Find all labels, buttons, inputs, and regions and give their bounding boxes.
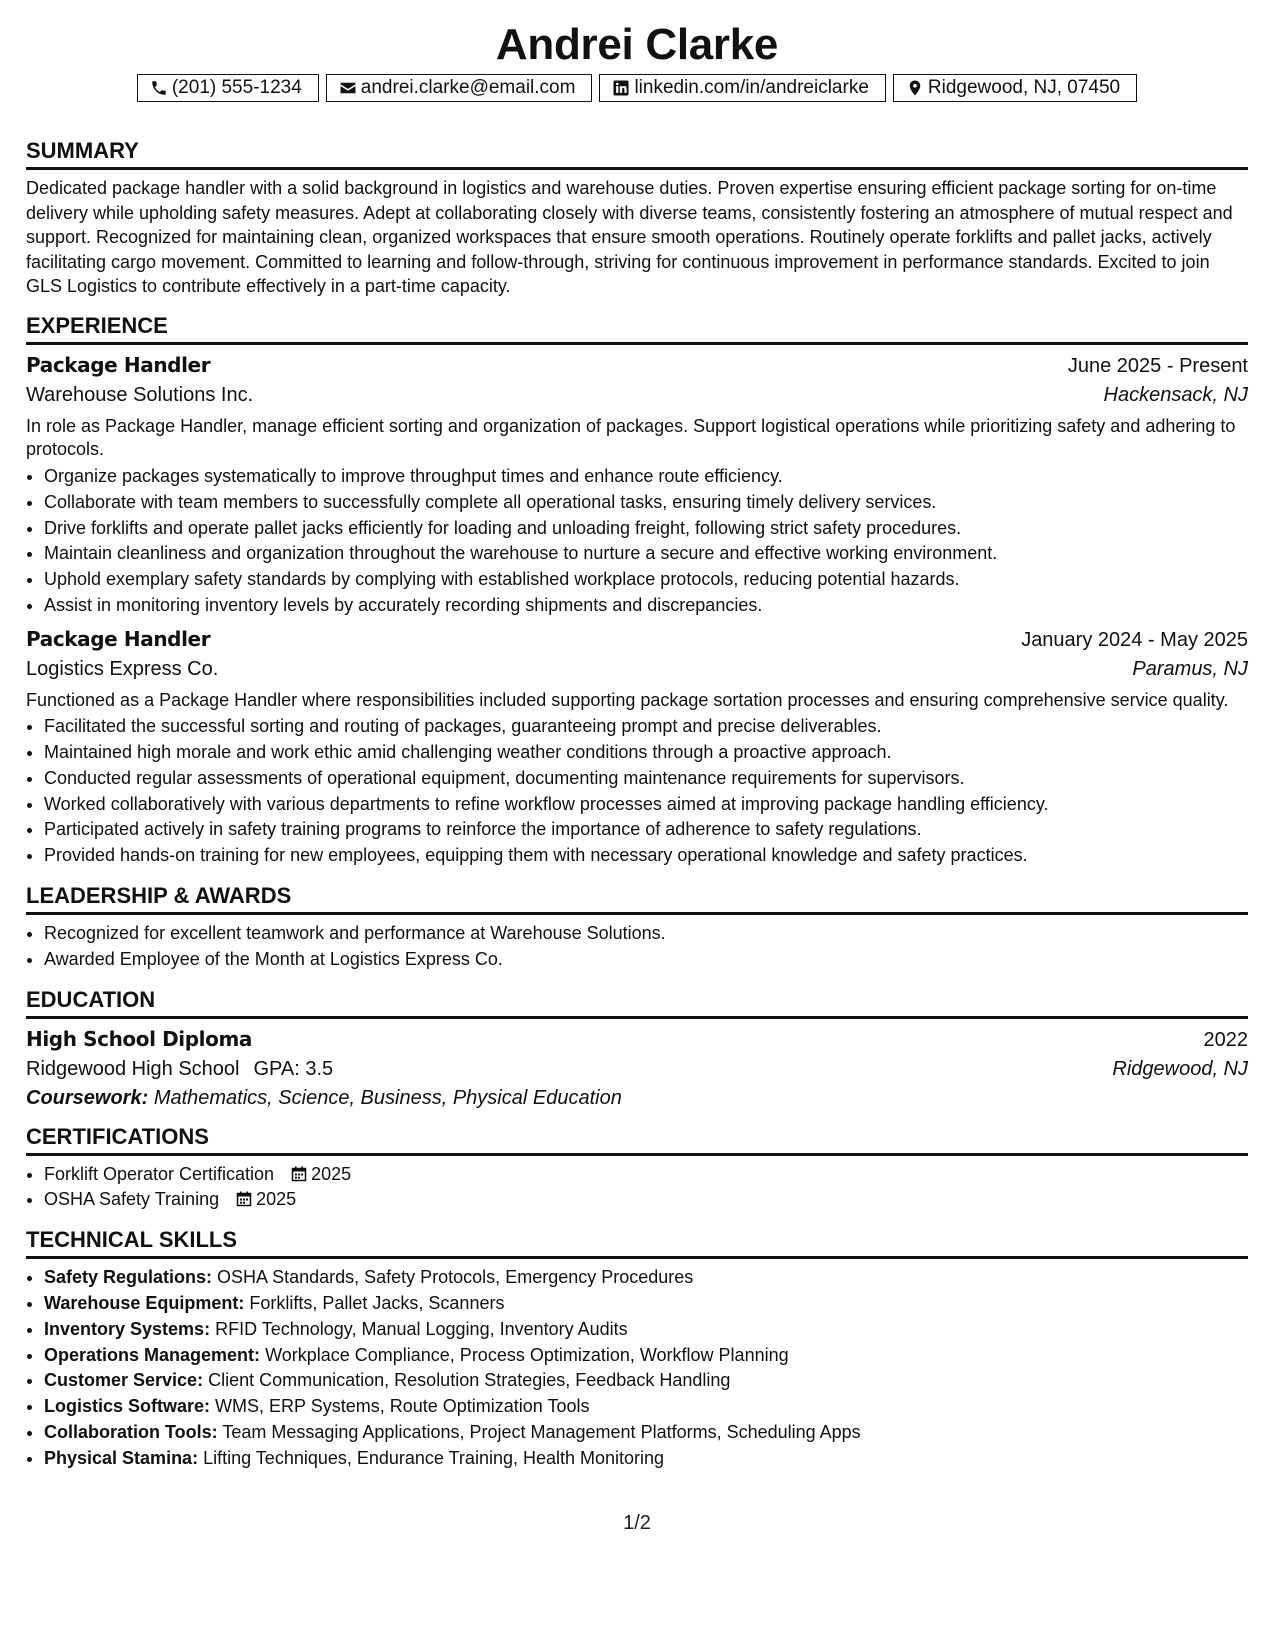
linkedin-text: linkedin.com/in/andreiclarke [634,77,869,98]
calendar-icon [236,1191,252,1207]
contact-linkedin[interactable] [599,74,885,102]
email-text: andrei.clarke@email.com [360,77,576,98]
skill-item [44,1317,1248,1343]
skill-item [44,1368,1248,1394]
job-bullet: • Uphold exemplary safety standards by complying with established workplace protocols, reducing potential hazards. [44,567,1248,593]
contact-bar [26,74,1248,102]
skill-item [44,1265,1248,1291]
skill-value: OSHA Standards, Safety Protocols, Emergency Procedures [217,1267,694,1288]
awards-section [26,883,1248,973]
map-pin-icon [906,79,924,97]
skills-list [26,1265,1248,1471]
job-bullet: • Conducted regular assessments of operational equipment, documenting maintenance requirements for supervisors. [44,766,1248,792]
job-bullet: • Organize packages systematically to improve throughput times and enhance route efficiency. [44,464,1248,490]
skill-label: Physical Stamina: [44,1447,199,1468]
contact-email[interactable] [326,74,593,102]
job-title: Package Handler [26,626,211,651]
summary-heading: SUMMARY [26,138,1248,170]
job-bullet: • Maintain cleanliness and organization throughout the warehouse to nurture a secure and effective working environment. [44,541,1248,567]
skill-item [44,1394,1248,1420]
candidate-name: Andrei Clarke [495,20,779,69]
skill-label: Inventory Systems: [44,1318,211,1339]
envelope-icon [339,79,357,97]
experience-section [26,313,1248,869]
location-text: Ridgewood, NJ, 07450 [927,77,1121,98]
certifications-list [26,1162,1248,1214]
certification-name: Forklift Operator Certification [44,1163,275,1184]
job-company: Logistics Express Co. [26,657,219,680]
skill-label: Safety Regulations: [44,1267,213,1288]
job-description: Functioned as a Package Handler where responsibilities included supporting package sortation processes and ensuring comprehensive service quality. [26,689,1229,710]
skill-label: Collaboration Tools: [44,1422,218,1442]
job-bullet: • Provided hands-on training for new employees, equipping them with necessary operational knowledge and safety practices. [44,843,1248,869]
job-bullet: • Maintained high morale and work ethic amid challenging weather conditions through a proactive approach. [44,740,1248,766]
summary-text: Dedicated package handler with a solid background in logistics and warehouse duties. Proven expertise ensuring efficient package sorting for on-time delivery while upholding safety measures. Adept at collaborating closely with diverse teams, consistently fostering an atmosphere of mutual respect and support. Recognized for maintaining clean, organized workspaces that ensure smooth operations. Routinely operate forklifts and pallet jacks, actively facilitating cargo movement. Committed to learning and follow-through, striving for continuous improvement in performance standards. Excited to join GLS Logistics to contribute effectively in a part-time capacity. [26,178,1233,297]
experience-heading: EXPERIENCE [26,313,1248,345]
page-number: 1/2 [623,1512,651,1534]
skill-value: Lifting Techniques, Endurance Training, Health Monitoring [203,1447,665,1468]
degree-name: High School Diploma [26,1026,253,1051]
phone-text: (201) 555-1234 [171,77,302,98]
calendar-icon [291,1166,307,1182]
skill-item [44,1446,1248,1472]
job-description: In role as Package Handler, manage efficient sorting and organization of packages. Support logistical operations while prioritizing safety and adhering to protocols. [26,415,1236,460]
phone-icon [150,79,168,97]
school-location: Ridgewood, NJ [1112,1057,1248,1080]
award-item: • Recognized for excellent teamwork and performance at Warehouse Solutions. [44,921,1248,947]
certification-item [44,1187,1248,1213]
skill-item [44,1343,1248,1369]
award-item: • Awarded Employee of the Month at Logistics Express Co. [44,947,1248,973]
skill-value: Forklifts, Pallet Jacks, Scanners [249,1293,505,1314]
job-location: Paramus, NJ [1132,657,1248,680]
skill-value: Client Communication, Resolution Strategies, Feedback Handling [208,1370,731,1391]
skill-label: Warehouse Equipment: [44,1293,245,1314]
job-bullet: • Drive forklifts and operate pallet jacks efficiently for loading and unloading freight, following strict safety procedures. [44,516,1248,542]
school-name: Ridgewood High School [26,1057,240,1080]
job-bullet: • Assist in monitoring inventory levels by accurately recording shipments and discrepancies. [44,593,1248,619]
certification-item [44,1162,1248,1188]
coursework-list: Mathematics, Science, Business, Physical Education [153,1086,622,1109]
skill-item [44,1420,1248,1446]
certifications-heading: CERTIFICATIONS [26,1124,1248,1156]
certification-year: 2025 [311,1163,352,1184]
gpa-value: GPA: 3.5 [253,1057,334,1080]
summary-section [26,138,1248,299]
linkedin-icon [612,79,630,97]
skill-value: RFID Technology, Manual Logging, Inventory Audits [215,1318,628,1339]
job-bullets [26,464,1248,619]
education-heading: EDUCATION [26,987,1248,1019]
skill-label: Customer Service: [44,1370,204,1391]
coursework [26,1087,1248,1110]
certification-year: 2025 [256,1189,297,1210]
certification-name: OSHA Safety Training [44,1189,220,1210]
contact-location [893,74,1137,102]
job-title: Package Handler [26,352,211,377]
awards-heading: LEADERSHIP & AWARDS [26,883,1248,915]
skill-label: Logistics Software: [44,1396,211,1417]
job-bullet: • Worked collaboratively with various departments to refine workflow processes aimed at improving package handling efficiency. [44,792,1248,818]
job-company: Warehouse Solutions Inc. [26,383,254,406]
skills-section [26,1227,1248,1471]
job-bullet: • Participated actively in safety training programs to reinforce the importance of adherence to safety regulations. [44,817,1248,843]
awards-list [26,921,1248,973]
job-bullet: • Collaborate with team members to successfully complete all operational tasks, ensuring timely delivery services. [44,490,1248,516]
skill-label: Operations Management: [44,1344,261,1365]
job-entry [26,627,1248,869]
skill-value: Workplace Compliance, Process Optimization, Workflow Planning [265,1344,789,1365]
coursework-label: Coursework: [26,1086,149,1109]
job-dates: January 2024 - May 2025 [1021,628,1248,651]
skill-item [44,1291,1248,1317]
job-location: Hackensack, NJ [1103,383,1248,406]
job-dates: June 2025 - Present [1067,354,1248,377]
skills-heading: TECHNICAL SKILLS [26,1227,1248,1259]
skill-value: WMS, ERP Systems, Route Optimization Tools [215,1396,590,1417]
job-entry [26,353,1248,619]
certifications-section [26,1124,1248,1214]
resume-page [26,18,1248,1534]
skill-value: Team Messaging Applications, Project Management Platforms, Scheduling Apps [222,1422,861,1442]
job-bullet: • Facilitated the successful sorting and routing of packages, guaranteeing prompt and precise deliverables. [44,714,1248,740]
education-section [26,987,1248,1110]
job-bullets [26,714,1248,869]
contact-phone[interactable] [137,74,319,102]
graduation-year: 2022 [1203,1028,1248,1051]
